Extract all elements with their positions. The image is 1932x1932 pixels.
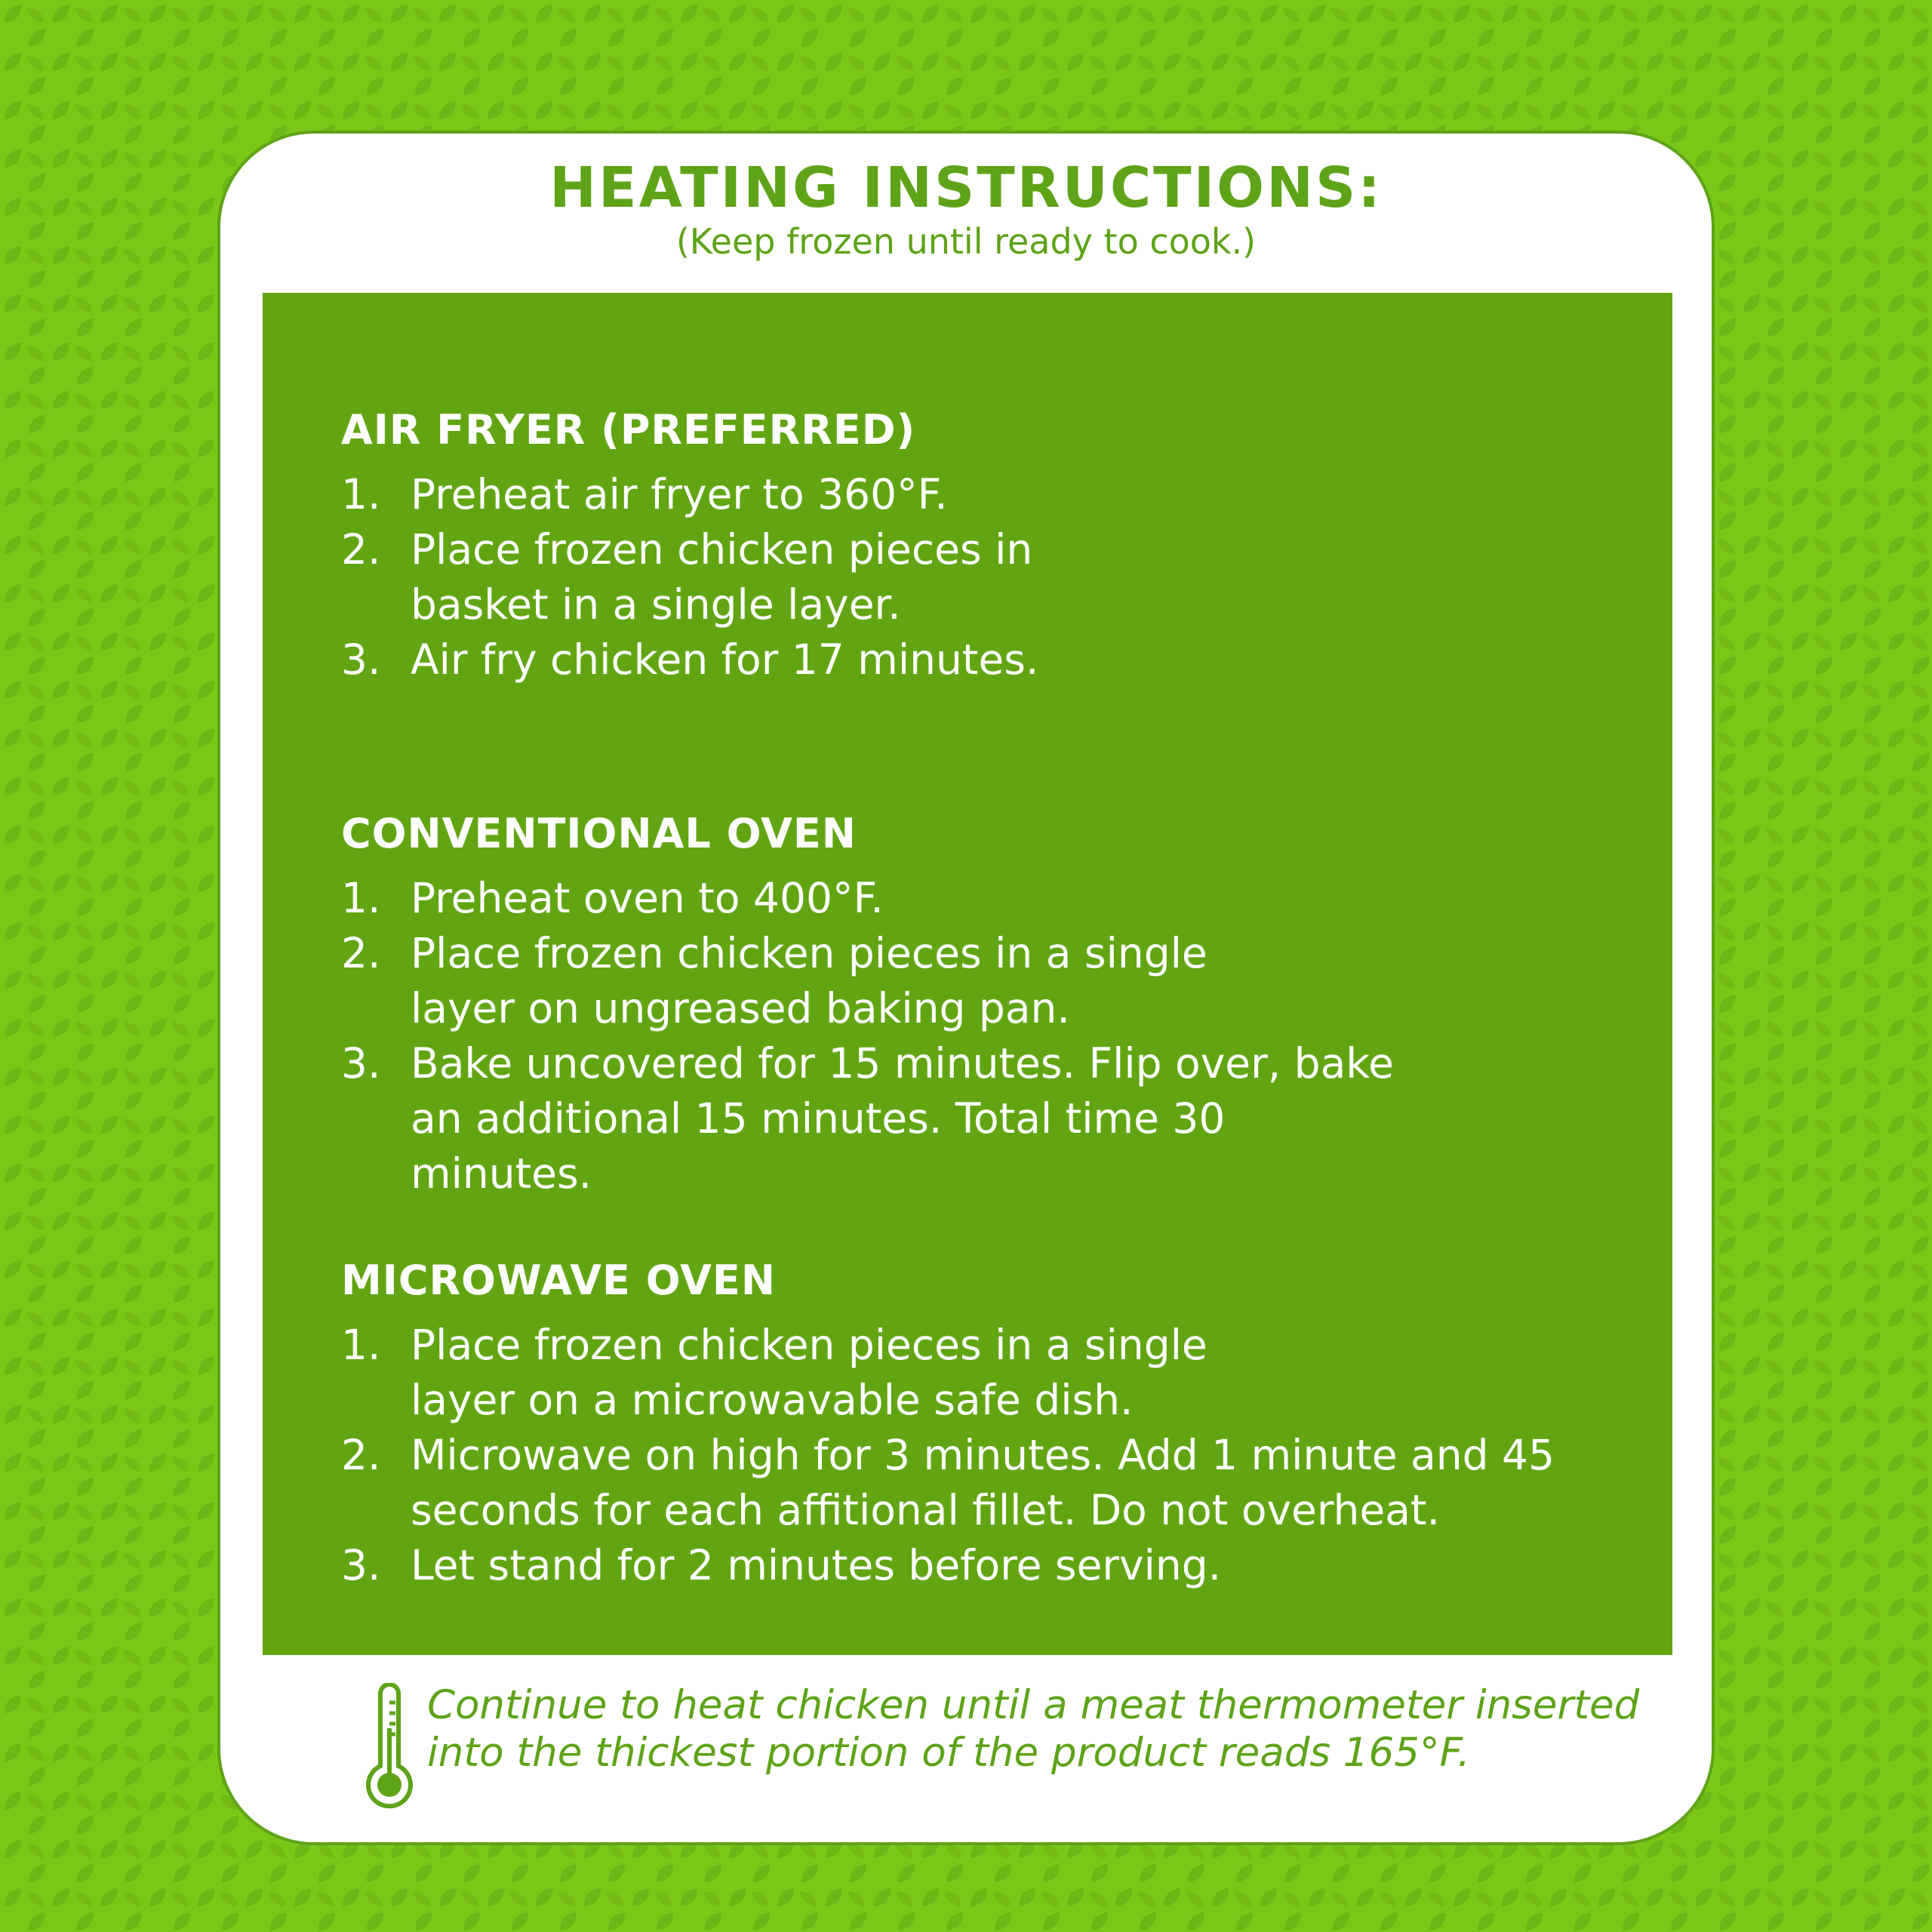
step-number: 3. — [341, 1039, 381, 1088]
step-number: 3. — [341, 635, 381, 684]
step-item — [341, 522, 1624, 632]
step-text: Place frozen chicken pieces in a single layer on a microwavable safe dish. — [411, 1321, 1208, 1424]
step-item — [341, 1036, 1624, 1201]
step-number: 1. — [341, 1321, 381, 1369]
step-item — [341, 1538, 1624, 1593]
step-number: 3. — [341, 1541, 381, 1589]
air-fryer-section — [341, 404, 1624, 688]
step-item — [341, 467, 1624, 522]
step-text: Air fry chicken for 17 minutes. — [411, 635, 1039, 684]
step-text: Microwave on high for 3 minutes. Add 1 minute and 45 seconds for each affitional fillet. Do not overheat. — [411, 1431, 1555, 1534]
section-heading: MICROWAVE OVEN — [341, 1257, 777, 1304]
microwave-oven-section — [341, 1254, 1624, 1593]
section-heading: AIR FRYER (PREFERRED) — [341, 406, 916, 454]
step-text: Let stand for 2 minutes before serving. — [411, 1541, 1222, 1589]
step-number: 1. — [341, 874, 381, 922]
step-item — [341, 632, 1624, 688]
step-number: 2. — [341, 1431, 381, 1479]
step-number: 1. — [341, 470, 381, 518]
step-number: 2. — [341, 929, 381, 977]
step-item — [341, 1428, 1624, 1538]
page-subtitle: (Keep frozen until ready to cook.) — [675, 221, 1257, 262]
conventional-oven-section — [341, 808, 1624, 1201]
step-item — [341, 1318, 1624, 1428]
steps-list — [341, 467, 1624, 688]
step-text: Bake uncovered for 15 minutes. Flip over, bake an additional 15 minutes. Total time 30 minutes. — [411, 1039, 1395, 1198]
page-title: HEATING INSTRUCTIONS: — [549, 155, 1383, 220]
step-text: Place frozen chicken pieces in a single layer on ungreased baking pan. — [411, 929, 1208, 1032]
step-text: Preheat oven to 400°F. — [411, 874, 884, 922]
steps-list — [341, 1318, 1624, 1593]
step-text: Preheat air fryer to 360°F. — [411, 470, 948, 518]
thermometer-note: Continue to heat chicken until a meat thermometer inserted into the thickest portion of the product reads 165°F. — [427, 1682, 1640, 1776]
steps-list — [341, 871, 1624, 1201]
step-text: Place frozen chicken pieces in basket in a single layer. — [411, 525, 1033, 629]
step-number: 2. — [341, 525, 381, 574]
section-heading: CONVENTIONAL OVEN — [341, 810, 857, 857]
thermometer-icon — [359, 1683, 420, 1819]
step-item — [341, 926, 1624, 1036]
step-item — [341, 871, 1624, 926]
